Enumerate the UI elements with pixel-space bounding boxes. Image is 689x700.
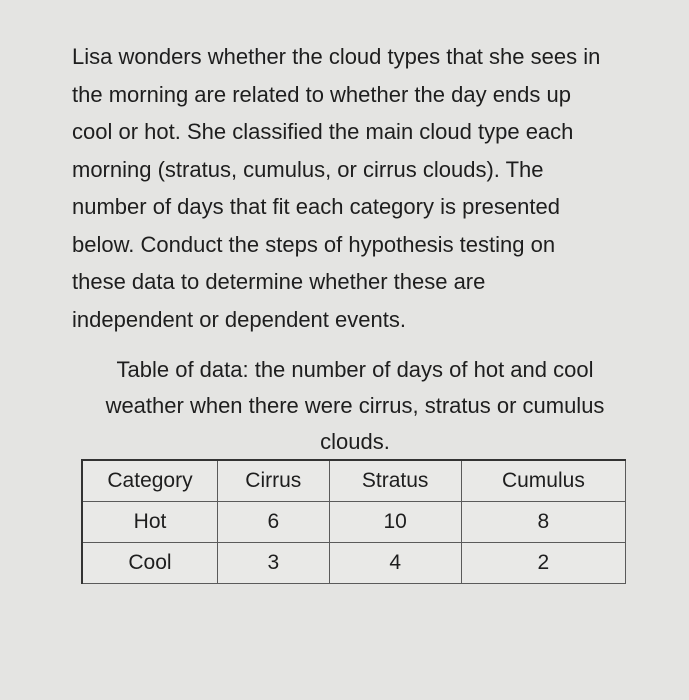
data-table [81,459,626,584]
table-row [82,502,626,543]
header-cell: Category [82,460,218,502]
table-cell: 3 [218,543,330,584]
caption-line: clouds. [320,429,390,454]
text-line: cool or hot. She classified the main cloud type each [72,119,574,144]
table-cell: 6 [218,502,330,543]
header-cell: Cumulus [461,460,625,502]
text-line: independent or dependent events. [72,306,406,332]
table-row [82,543,626,584]
text-line: below. Conduct the steps of hypothesis testing on [72,231,556,257]
row-label: Hot [82,502,218,543]
table-cell: 4 [329,543,461,584]
table-cell: 2 [461,543,625,584]
text-line: Lisa wonders whether the cloud types that she sees in [72,44,601,69]
table-caption [60,352,650,460]
caption-line: weather when there were cirrus, stratus or cumulus [105,393,605,418]
text-line: the morning are related to whether the day ends up [72,81,571,107]
text-line: number of days that fit each category is presented [72,194,560,219]
text-line: morning (stratus, cumulus, or cirrus clouds). The [72,156,544,182]
table-cell: 10 [329,502,461,543]
row-label: Cool [82,543,218,584]
problem-text [72,38,672,338]
caption-line: Table of data: the number of days of hot and cool [116,357,594,382]
header-cell: Stratus [329,460,461,502]
header-cell: Cirrus [218,460,330,502]
table-header-row [82,460,626,502]
text-line: these data to determine whether these are [72,269,486,294]
table-cell: 8 [461,502,625,543]
